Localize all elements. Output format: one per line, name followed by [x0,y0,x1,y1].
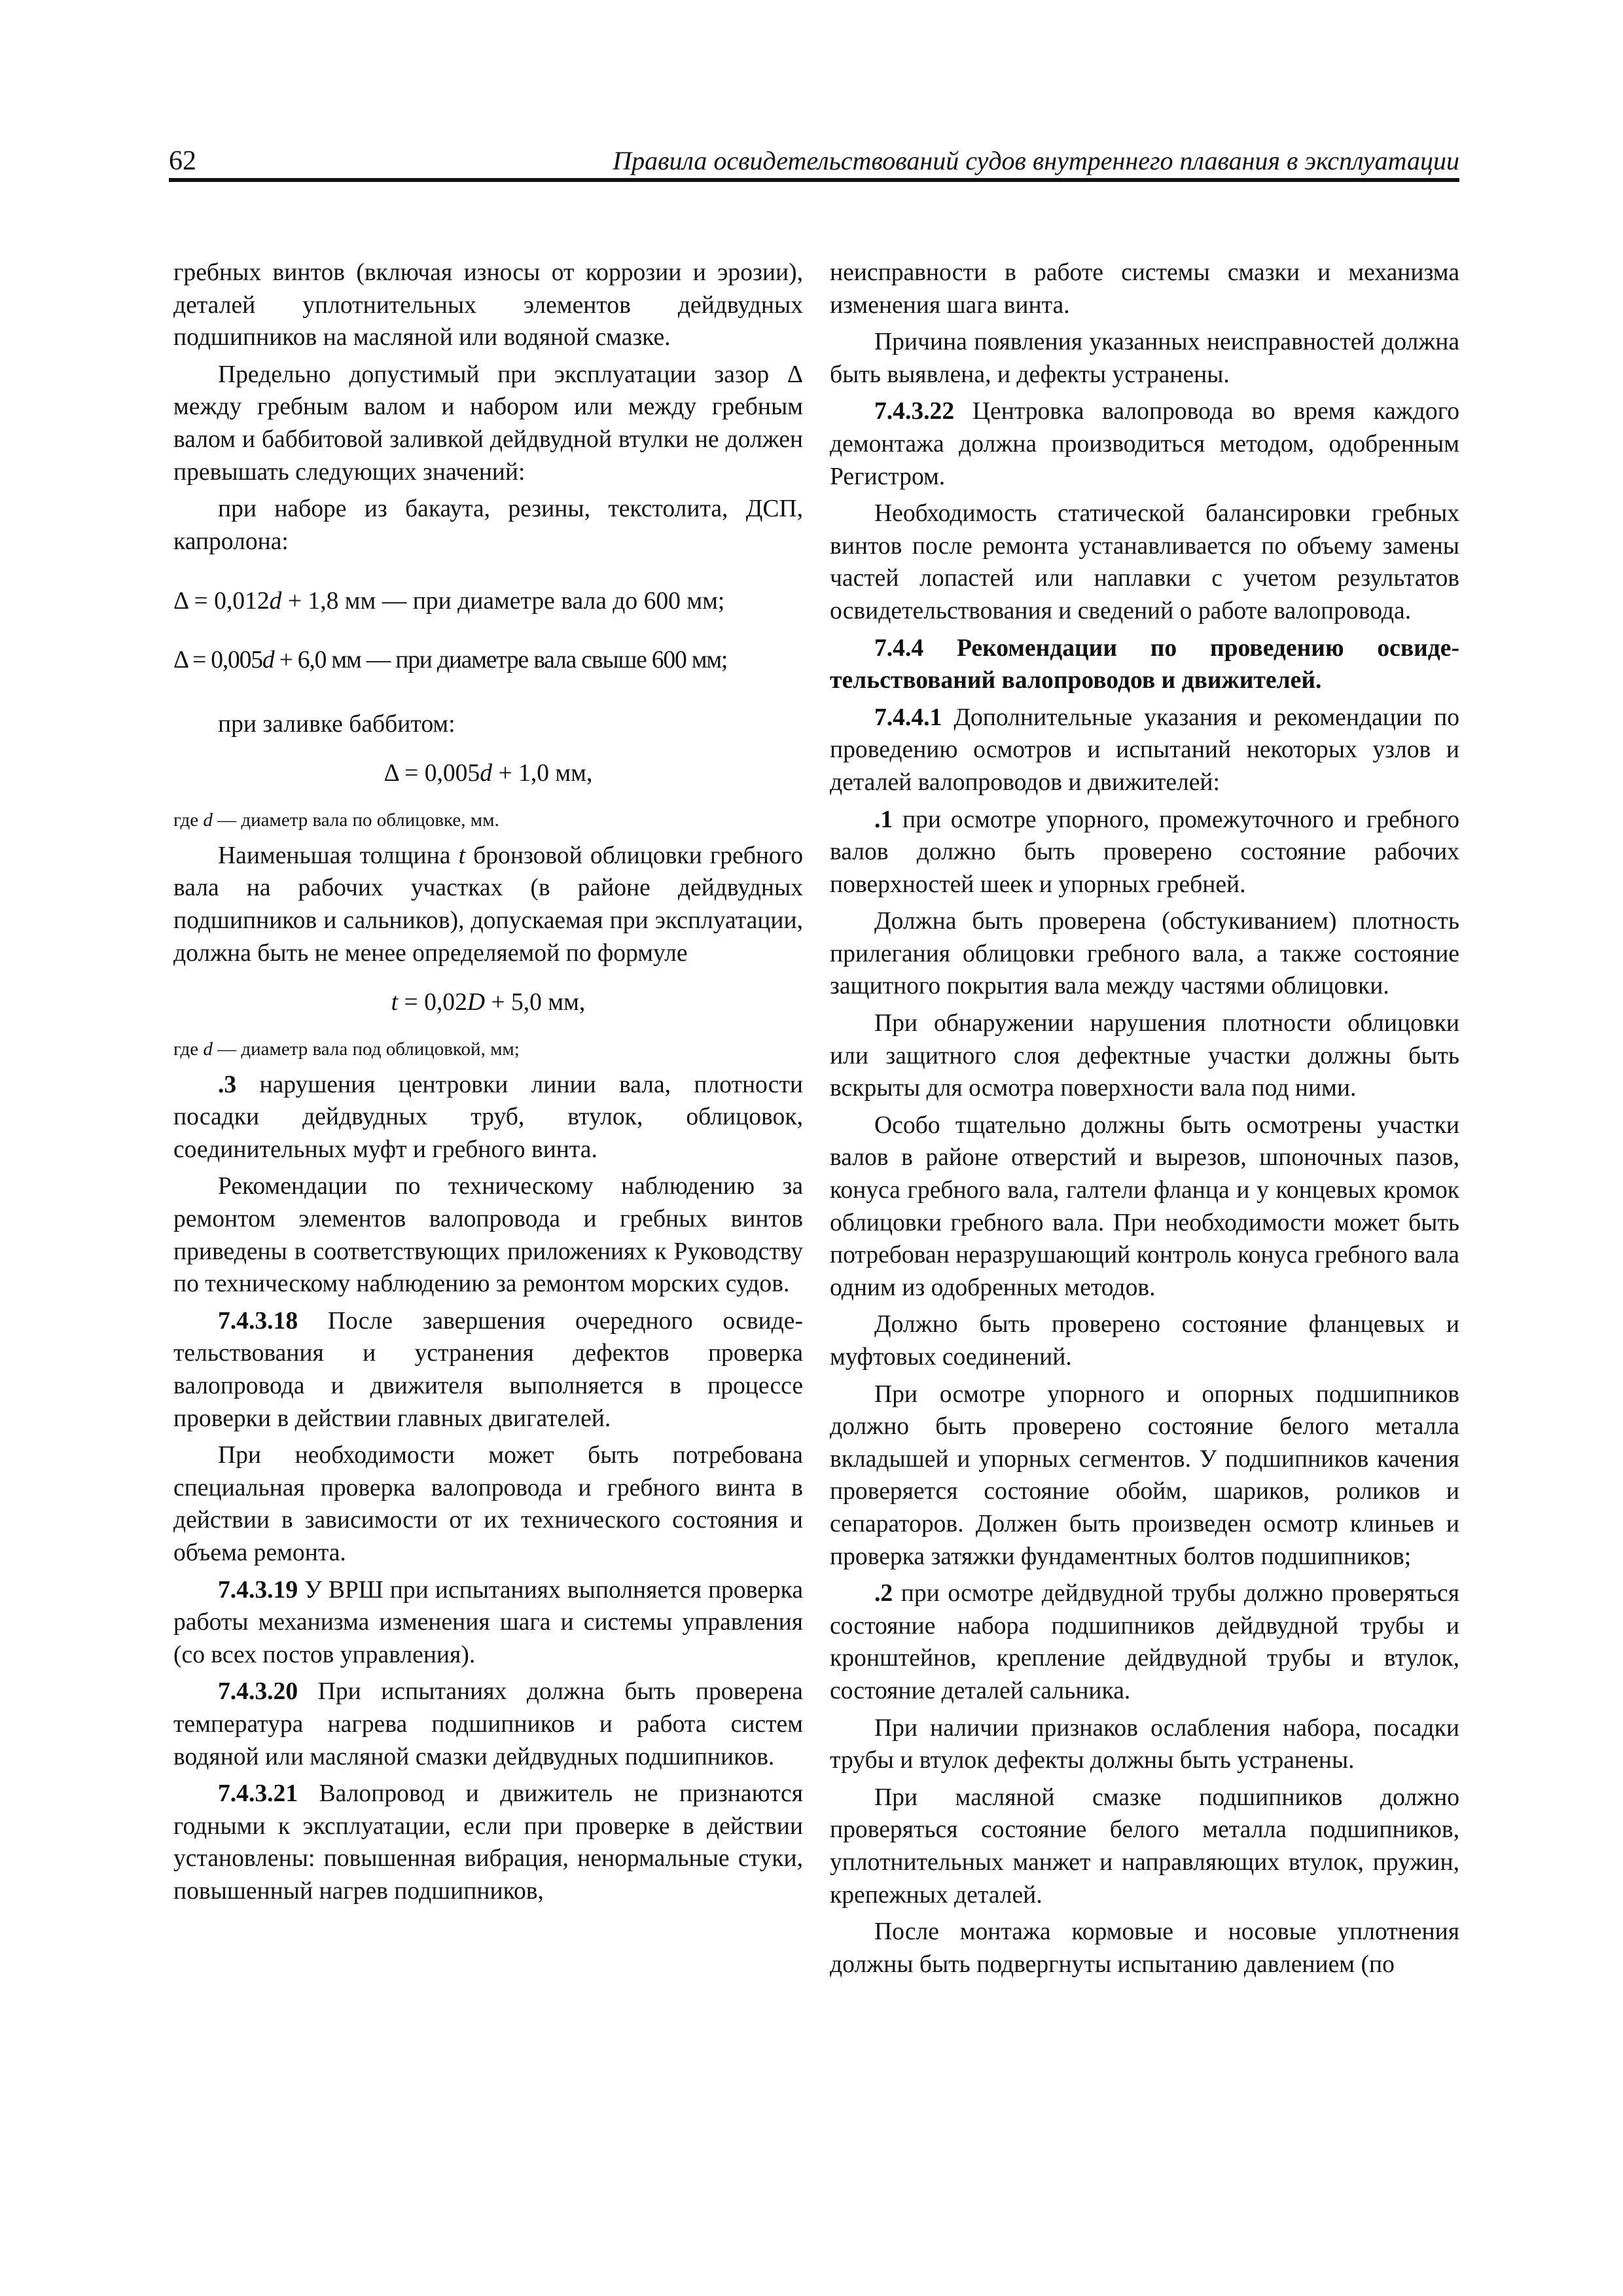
formula-gap-babbitt: Δ = 0,005d + 1,0 мм, [383,760,593,787]
paragraph: Особо тщательно должны быть осмотрены участки валов в районе отверстий и вырезов, шпоночных пазов, конуса гребного вала, галтели фланца и у концевых кромок облицовки гребного вала. При необходимости может быть потребован неразрушающий контроль конуса гребного вала одним из одобренных методов. [830,1111,1459,1301]
page-number: 62 [169,146,196,176]
paragraph: При необходимости может быть потребована специальная проверка валопровода и гребного винта в действии в зависимости от их технического состояния и объема ремонта. [173,1442,803,1566]
paragraph: Необходимость статической балансировки гребных винтов после ремонта устанавливается по объему замены частей лопастей или наплавки с учетом результатов освидетельствования и сведений о работе валопровода. [830,500,1459,624]
clause-7-4-3-22: 7.4.3.22 Центровка валопровода во время каждого демонтажа должна производиться методом, одобренным Регистром. [830,398,1459,490]
paragraph: .1 при осмотре упорного, промежуточного и гребного валов должно быть проверено состояние рабочих поверхностей шеек и упорных гребней. [830,806,1459,898]
formula-gap-textolite: Δ = 0,012d + 1,8 мм — при диаметре вала до 600 мм; [173,588,725,615]
paragraph: при заливке баббитом: [218,710,455,738]
formula-note: где d — диаметр вала под облицовкой, мм; [173,1038,520,1060]
paragraph: При осмотре упорного и опорных подшипников должно быть проверено состояние белого металла вкладышей и упорных сегментов. У подшипников качения проверяется состояние обойм, шариков, роликов и сепараторов. Должен быть произведен осмотр клиньев и проверка затяжки фундаментных болтов подшипников; [830,1380,1459,1570]
paragraph: Должно быть проверено состояние фланцевых и муфтовых соединений. [830,1311,1459,1371]
formula-liner-thickness: t = 0,02D + 5,0 мм, [391,989,586,1016]
paragraph: Наименьшая толщина t бронзовой облицовки гребного вала на рабочих участках (в районе дейдвудных подшипников и сальников), допускаемая при эксплуатации, должна быть не менее определяемой по формуле [173,842,803,967]
paragraph: После монтажа кормовые и носовые уплотнения должны быть подвергнуты испытанию давлением (по [830,1918,1459,1978]
paragraph: Предельно допустимый при эксплуатации зазор Δ между гребным валом и набором или между гребным валом и баббитовой заливкой дейдвудной втулки не должен превышать следующих значений: [173,361,803,486]
running-header [169,143,1459,179]
formula-gap-large-shaft: Δ = 0,005d + 6,0 мм — при диаметре вала свыше 600 мм; [173,646,728,673]
paragraph: При наличии признаков ослабления набора, посадки трубы и втулок дефекты должны быть устранены. [830,1714,1459,1774]
clause-7-4-3-20: 7.4.3.20 При испытаниях должна быть проверена температура нагрева подшипников и работа систем водяной или масляной смазки дейдвудных подшипников. [173,1678,803,1770]
clause-7-4-3-21: 7.4.3.21 Валопровод и движитель не признаются годными к эксплуатации, если при проверке в действии установлены: повышенная вибрация, ненормальные стуки, повышенный нагрев подшипников, [173,1780,803,1905]
paragraph: При обнаружении нарушения плотности облицовки или защитного слоя дефектные участки должны быть вскрыты для осмотра поверхности вала под ними. [830,1010,1459,1102]
formula-note: где d — диаметр вала по облицовке, мм. [173,809,499,831]
running-title: Правила освидетельствований судов внутреннего плавания в эксплуатации [613,146,1459,175]
clause-7-4-4-1: 7.4.4.1 Дополнительные указания и рекомендации по проведению осмотров и испытаний некоторых узлов и деталей валопроводов и движителей: [830,704,1459,796]
right-column [830,257,1459,1985]
paragraph: Рекомендации по техническому наблюдению за ремонтом элементов валопровода и гребных винтов приведены в соответствующих приложениях к Руководству по техническому наблюдению за ремонтом морских судов. [173,1173,803,1298]
paragraph: гребных винтов (включая износы от коррозии и эрозии), деталей уплотнительных элементов дейдвудных подшипников на масляной или водяной смазке. [173,259,803,351]
clause-7-4-3-18: 7.4.3.18 После завершения очередного освидетельствования и устранения дефектов проверка валопровода и движителя выполняется в процессе проверки в действии главных двигателей. [173,1307,803,1432]
paragraph: Причина появления указанных неисправностей должна быть выявлена, и дефекты устранены. [830,329,1459,388]
section-heading-7-4-4: 7.4.4 Рекомендации по проведению освидетельствований валопроводов и движителей. [830,634,1459,694]
header-rule [169,178,1459,182]
clause-7-4-3-19: 7.4.3.19 У ВРШ при испытаниях выполняется проверка работы механизма изменения шага и системы управления (со всех постов управления). [173,1576,803,1668]
paragraph: при наборе из бакаута, резины, текстолита, ДСП, капролона: [173,495,803,555]
paragraph: неисправности в работе системы смазки и механизма изменения шага винта. [830,259,1459,319]
paragraph: Должна быть проверена (обстукиванием) плотность прилегания облицовки гребного вала, а также состояние защитного покрытия вала между частями облицовки. [830,908,1459,1000]
paragraph: .2 при осмотре дейдвудной трубы должно проверяться состояние набора подшипников дейдвудной трубы и кронштейнов, крепление дейдвудной трубы и втулок, состояние деталей сальника. [830,1580,1459,1704]
paragraph: При масляной смазке подшипников должно проверяться состояние белого металла подшипников, уплотнительных манжет и направляющих втулок, пружин, крепежных деталей. [830,1784,1459,1909]
left-column [173,257,803,1912]
paragraph: .3 нарушения центровки линии вала, плотности посадки дейдвудных труб, втулок, облицовок, соединительных муфт и гребного винта. [173,1071,803,1163]
